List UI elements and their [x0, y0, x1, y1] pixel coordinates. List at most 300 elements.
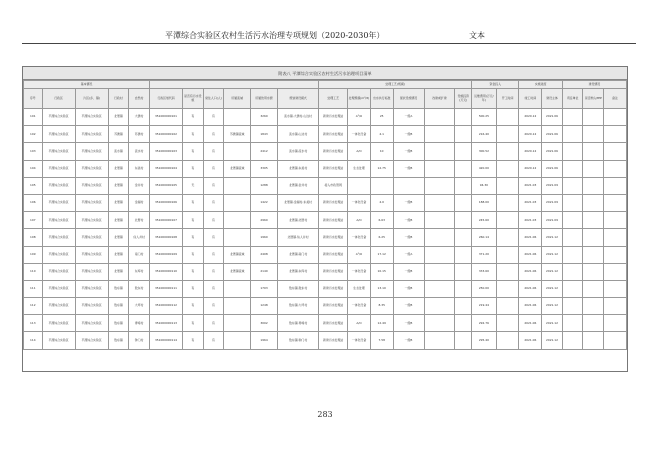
column-header: 现状设施情况 [393, 89, 424, 109]
column-header: 行政区 [42, 89, 75, 109]
table-cell [604, 143, 627, 160]
table-cell [583, 126, 604, 143]
table-cell: 北厝镇,金湖村,东美村 [277, 194, 318, 211]
group-header-basic-2 [149, 81, 318, 89]
table-cell [604, 109, 627, 126]
table-cell [562, 332, 583, 349]
table-cell: 351000000102 [149, 126, 182, 143]
table-cell: 一级B [393, 263, 424, 280]
table-cell: 295.40 [472, 332, 497, 349]
table-row [24, 280, 627, 297]
table-cell: 平潭综合实验区 [42, 194, 75, 211]
table-cell: A/O [348, 212, 371, 229]
table-cell: 北厝镇,北厝村 [277, 212, 318, 229]
table-cell [424, 298, 455, 315]
table-cell: 有 [183, 194, 204, 211]
table-cell: 有 [203, 315, 224, 332]
table-row [24, 263, 627, 280]
table-cell [455, 160, 472, 177]
table-cell: 一级B [393, 298, 424, 315]
table-cell: 平潭综合实验区 [42, 109, 75, 126]
table-cell: 平潭综合实验区 [75, 229, 108, 246]
table-cell: 北厝镇 [108, 229, 129, 246]
table-cell: 371.20 [472, 246, 497, 263]
table-cell: 2021.06 [542, 109, 563, 126]
section-tag: 文本 [469, 31, 485, 40]
table-cell: 北厝镇,南门村 [277, 246, 318, 263]
table-cell: 新建污水处理站 [319, 160, 348, 177]
table-row [24, 126, 627, 143]
column-header: 开工时间 [496, 89, 519, 109]
table-cell: 351000000106 [149, 194, 182, 211]
table-cell [562, 126, 583, 143]
table-cell: 生态处理 [348, 280, 371, 297]
table-cell [604, 315, 627, 332]
table-title: 附表八 平潭综合实验区农村生活污水治理项目清单 [23, 67, 627, 80]
table-cell: 一级B [393, 229, 424, 246]
table-cell [604, 298, 627, 315]
table-cell: 2021.12 [542, 229, 563, 246]
table-cell: 4.1 [370, 126, 393, 143]
table-cell [424, 126, 455, 143]
column-header: 所属饮用水源 [251, 89, 278, 109]
table-cell: 平潭综合实验区 [75, 160, 108, 177]
table-row [24, 109, 627, 126]
table-cell: 245.60 [472, 212, 497, 229]
table-cell: 东美村 [129, 160, 150, 177]
table-cell: 北厝镇 [108, 212, 129, 229]
table-cell: 2021.12 [542, 332, 563, 349]
table-cell: 流水镇,山边村 [277, 126, 318, 143]
table-cell: 106 [24, 194, 43, 211]
table-cell [224, 280, 251, 297]
table-cell: 平潭综合实验区 [42, 263, 75, 280]
table-cell: 平潭综合实验区 [75, 280, 108, 297]
group-header-notes: 建设情况 [562, 81, 626, 89]
table-cell: 104 [24, 160, 43, 177]
table-cell: 109 [24, 246, 43, 263]
table-cell: 12.49 [370, 315, 393, 332]
column-header: 行政区划代码 [149, 89, 182, 109]
table-cell: 敖东镇 [108, 315, 129, 332]
table-cell: 新建污水处理站 [319, 315, 348, 332]
column-header: 备注 [604, 89, 627, 109]
table-cell [583, 229, 604, 246]
table-cell: 苏澳镇 [108, 126, 129, 143]
table-cell: 新建污水处理站 [319, 229, 348, 246]
table-cell: 219.44 [472, 298, 497, 315]
table-cell [455, 109, 472, 126]
table-cell: 2021.06 [519, 229, 542, 246]
table-cell: 平潭综合实验区 [42, 126, 75, 143]
column-header: 片区(乡、镇) [75, 89, 108, 109]
table-cell: 平潭综合实验区 [75, 263, 108, 280]
table-cell: 188.00 [472, 194, 497, 211]
table-cell [424, 280, 455, 297]
table-cell: 333.60 [472, 263, 497, 280]
table-cell: 有 [203, 280, 224, 297]
table-cell: 北厝镇,东库村 [277, 263, 318, 280]
table-cell [562, 280, 583, 297]
column-header: 处理工艺 [319, 89, 348, 109]
table-cell: 2021.03 [519, 177, 542, 194]
table-cell [496, 126, 519, 143]
table-cell: 平潭综合实验区 [42, 212, 75, 229]
table-cell: 17.12 [370, 246, 393, 263]
table-cell [604, 229, 627, 246]
table-cell: 2960 [251, 212, 278, 229]
column-header: 处理规模(m³/d) [348, 89, 371, 109]
table-cell [455, 332, 472, 349]
table-cell: 25 [370, 109, 393, 126]
table-cell: 351000000105 [149, 177, 182, 194]
table-cell [424, 194, 455, 211]
table-cell: 351000000113 [149, 315, 182, 332]
table-cell: 有 [203, 212, 224, 229]
table-cell: 有 [203, 126, 224, 143]
table-cell: 292.76 [472, 315, 497, 332]
table-cell: 流水镇 [108, 143, 129, 160]
table-cell: 112 [24, 298, 43, 315]
table-cell: 2021.09 [542, 212, 563, 229]
column-header: 是否有污水设施 [183, 89, 204, 109]
table-cell: 新建污水处理站 [319, 280, 348, 297]
table-row [24, 229, 627, 246]
table-cell [604, 126, 627, 143]
table-cell [224, 109, 251, 126]
table-cell [604, 194, 627, 211]
table-cell: 420.00 [472, 160, 497, 177]
table-cell: 1422 [251, 194, 278, 211]
table-cell: 一级A [393, 109, 424, 126]
table-cell: 有 [203, 332, 224, 349]
table-cell [455, 280, 472, 297]
table-cell: 1964 [251, 332, 278, 349]
table-cell [455, 143, 472, 160]
table-row [24, 177, 627, 194]
table-cell [424, 229, 455, 246]
table-cell [224, 315, 251, 332]
table-cell: 216.40 [472, 126, 497, 143]
table-cell: 流水镇,大澳村,山边村 [277, 109, 318, 126]
page-number: 283 [317, 410, 333, 419]
table-cell: 一级B [393, 194, 424, 211]
table-cell: 105 [24, 177, 43, 194]
table-cell: 3260 [251, 109, 278, 126]
table-cell: A²/O [348, 109, 371, 126]
column-header: 运维费用(万元/年) [472, 89, 497, 109]
table-cell: 青峰村 [129, 315, 150, 332]
table-cell [604, 212, 627, 229]
table-cell: 有 [183, 126, 204, 143]
table-cell [604, 160, 627, 177]
table-cell: 351000000109 [149, 246, 182, 263]
table-cell [583, 263, 604, 280]
table-cell: 一体化设备 [348, 332, 371, 349]
table-cell: 107 [24, 212, 43, 229]
table-cell: 2021.06 [519, 263, 542, 280]
table-cell: 2020.12 [519, 109, 542, 126]
table-cell: 351000000114 [149, 332, 182, 349]
table-cell: 有 [203, 263, 224, 280]
column-header: 改建或扩建 [424, 89, 455, 109]
table-cell: 一级B [393, 160, 424, 177]
table-cell [496, 160, 519, 177]
table-cell [583, 177, 604, 194]
table-cell: 2021.12 [542, 280, 563, 297]
data-grid [23, 80, 627, 350]
group-header-basic: 基本情况 [24, 81, 150, 89]
table-cell: 108 [24, 229, 43, 246]
table-cell: 生态处理 [348, 160, 371, 177]
table-cell: 北厝镇 [108, 177, 129, 194]
header-rule [22, 43, 636, 44]
column-header: 竣工时间 [519, 89, 542, 109]
table-cell [424, 109, 455, 126]
table-row [24, 160, 627, 177]
table-cell: 平潭综合实验区 [42, 177, 75, 194]
table-cell: 有 [183, 160, 204, 177]
table-cell: 南门村 [129, 246, 150, 263]
table-cell: 6.25 [370, 229, 393, 246]
table-cell: A/O [348, 315, 371, 332]
table-cell: 北厝村 [129, 212, 150, 229]
table-cell: 新建污水处理站 [319, 263, 348, 280]
table-cell: 一级B [393, 332, 424, 349]
table-cell [583, 143, 604, 160]
table-cell: 苏澳镇流域 [224, 126, 251, 143]
table-cell [562, 177, 583, 194]
table-cell: 敖东镇 [108, 332, 129, 349]
table-cell [496, 143, 519, 160]
table-cell [424, 177, 455, 194]
table-cell [496, 298, 519, 315]
table-cell: 平潭综合实验区 [75, 332, 108, 349]
table-cell [455, 263, 472, 280]
table-cell [496, 109, 519, 126]
table-cell [496, 263, 519, 280]
table-cell: 敖东镇,敖东村 [277, 280, 318, 297]
table-cell: 2021.03 [519, 194, 542, 211]
table-cell: 250.00 [472, 280, 497, 297]
table-cell [562, 246, 583, 263]
table-cell: 一体化设备 [348, 194, 371, 211]
column-header: 行政村 [108, 89, 129, 109]
table-cell [583, 315, 604, 332]
table-cell [424, 263, 455, 280]
table-cell [424, 246, 455, 263]
table-cell: 351000000112 [149, 298, 182, 315]
table-cell: 敖东镇,青峰村 [277, 315, 318, 332]
table-cell [224, 229, 251, 246]
table-cell [562, 160, 583, 177]
table-cell [455, 298, 472, 315]
table-cell [424, 332, 455, 349]
column-header: 序号 [24, 89, 43, 109]
table-cell [393, 177, 424, 194]
table-cell [224, 143, 251, 160]
table-cell: 2021.06 [519, 332, 542, 349]
table-cell [496, 177, 519, 194]
table-cell: 平潭综合实验区 [42, 298, 75, 315]
table-row [24, 315, 627, 332]
table-cell [583, 160, 604, 177]
table-cell: A²/O [348, 246, 371, 263]
table-cell: 平潭综合实验区 [75, 126, 108, 143]
table-cell [496, 315, 519, 332]
table-cell: 平潭综合实验区 [75, 212, 108, 229]
table-cell [455, 246, 472, 263]
table-cell: 2021.09 [542, 177, 563, 194]
table-cell [455, 194, 472, 211]
table-cell: 平潭综合实验区 [75, 298, 108, 315]
table-cell: 300.52 [472, 143, 497, 160]
table-cell: 北厝镇流域 [224, 263, 251, 280]
table-cell [496, 332, 519, 349]
column-header: 建设主体 [542, 89, 563, 109]
table-cell [604, 246, 627, 263]
table-cell: 金井村 [129, 177, 150, 194]
table-row [24, 332, 627, 349]
table-cell: 2021.09 [542, 194, 563, 211]
column-header: 自然村 [129, 89, 150, 109]
table-cell [583, 212, 604, 229]
table-cell: 2021.12 [542, 298, 563, 315]
table-cell: 有 [203, 177, 224, 194]
table-cell: 351000000111 [149, 280, 182, 297]
group-header-funding: 资金投入 [472, 81, 519, 89]
table-cell: 有 [183, 246, 204, 263]
table-cell: 110 [24, 263, 43, 280]
table-cell: 平潭综合实验区 [42, 160, 75, 177]
table-row [24, 143, 627, 160]
table-cell: 流水村 [129, 143, 150, 160]
table-cell: 500.25 [472, 109, 497, 126]
table-cell: 2412 [251, 143, 278, 160]
table-cell [455, 315, 472, 332]
column-header: 规划建设模式 [277, 89, 318, 109]
table-cell [424, 212, 455, 229]
table-cell [604, 263, 627, 280]
table-cell: 12.75 [370, 160, 393, 177]
document-title: 平潭综合实验区农村生活污水治理专项规划（2020-2030年） [165, 31, 385, 40]
table-cell: 2021.06 [542, 126, 563, 143]
table-cell: 有 [203, 298, 224, 315]
table-cell: 平潭综合实验区 [75, 194, 108, 211]
table-cell: 东库村 [129, 263, 150, 280]
table-cell: 流水镇,流水村 [277, 143, 318, 160]
table-cell [455, 126, 472, 143]
table-cell: 6.63 [370, 212, 393, 229]
table-row [24, 212, 627, 229]
table-cell [224, 212, 251, 229]
table-cell: 新建污水处理站 [319, 143, 348, 160]
table-cell: 北厝镇 [108, 263, 129, 280]
table-cell: 2021.12 [542, 246, 563, 263]
table-cell: 平潭综合实验区 [75, 177, 108, 194]
table-row [24, 246, 627, 263]
table-cell: 有 [183, 229, 204, 246]
table-cell: 有 [203, 143, 224, 160]
table-cell: 114 [24, 332, 43, 349]
table-cell [562, 315, 583, 332]
column-header: 所属流域 [224, 89, 251, 109]
table-cell: 有 [183, 143, 204, 160]
table-cell: 有 [183, 298, 204, 315]
table-cell: 新建污水处理站 [319, 194, 348, 211]
table-cell: 2021.12 [542, 263, 563, 280]
table-cell [455, 229, 472, 246]
table-cell: 金湖村 [129, 194, 150, 211]
table-cell: 平潭综合实验区 [42, 280, 75, 297]
table-cell: 2021.06 [519, 298, 542, 315]
column-header: 设施投资(万元) [455, 89, 472, 109]
table-cell: 351000000110 [149, 263, 182, 280]
table-cell: 新建污水处理站 [319, 126, 348, 143]
table-cell: 4.0 [370, 194, 393, 211]
table-cell: 一级B [393, 315, 424, 332]
table-cell: 2020.12 [519, 160, 542, 177]
table-cell: 351000000103 [149, 143, 182, 160]
table-cell: 一级B [393, 143, 424, 160]
table-cell [562, 109, 583, 126]
table-cell: 新建污水处理站 [319, 212, 348, 229]
table-cell: 平潭综合实验区 [75, 143, 108, 160]
column-header: 责任单位 [562, 89, 583, 109]
table-cell: 北厝镇,东美村 [277, 160, 318, 177]
column-header: 是否纳入PPP [583, 89, 604, 109]
table-cell: 2021.03 [519, 212, 542, 229]
table-cell [496, 194, 519, 211]
table-cell: 94.30 [472, 177, 497, 194]
table-cell [424, 143, 455, 160]
table-cell: 北厝镇,金井村 [277, 177, 318, 194]
table-cell: 平潭综合实验区 [75, 315, 108, 332]
table-cell [224, 298, 251, 315]
table-cell: 大澳村 [129, 109, 150, 126]
table-cell [583, 109, 604, 126]
table-cell: 113 [24, 315, 43, 332]
table-cell: 351000000101 [149, 109, 182, 126]
table-cell [562, 194, 583, 211]
table-cell: 1288 [251, 177, 278, 194]
table-cell [562, 263, 583, 280]
table-cell: 有 [183, 109, 204, 126]
table-cell: 2020.12 [519, 143, 542, 160]
table-cell: 有 [183, 332, 204, 349]
table-cell: 101 [24, 109, 43, 126]
table-cell: 一体化设备 [348, 263, 371, 280]
table-row [24, 194, 627, 211]
table-cell: 大坪村 [129, 298, 150, 315]
table-cell: 敖东镇,钟门村 [277, 332, 318, 349]
table-cell: 新建污水处理站 [319, 246, 348, 263]
table-cell: 13.10 [370, 280, 393, 297]
table-cell [496, 212, 519, 229]
table-cell: 3305 [251, 160, 278, 177]
table-cell [583, 280, 604, 297]
table-cell: 北厝镇流域 [224, 246, 251, 263]
table-cell [370, 177, 393, 194]
table-cell: 1960 [251, 229, 278, 246]
table-cell: 2021.06 [542, 160, 563, 177]
table-cell: 有 [203, 229, 224, 246]
table-cell [604, 332, 627, 349]
table-cell: 有 [183, 280, 204, 297]
table-cell: 平潭综合实验区 [75, 109, 108, 126]
table-cell: 一级B [393, 126, 424, 143]
table-cell: 有 [203, 160, 224, 177]
